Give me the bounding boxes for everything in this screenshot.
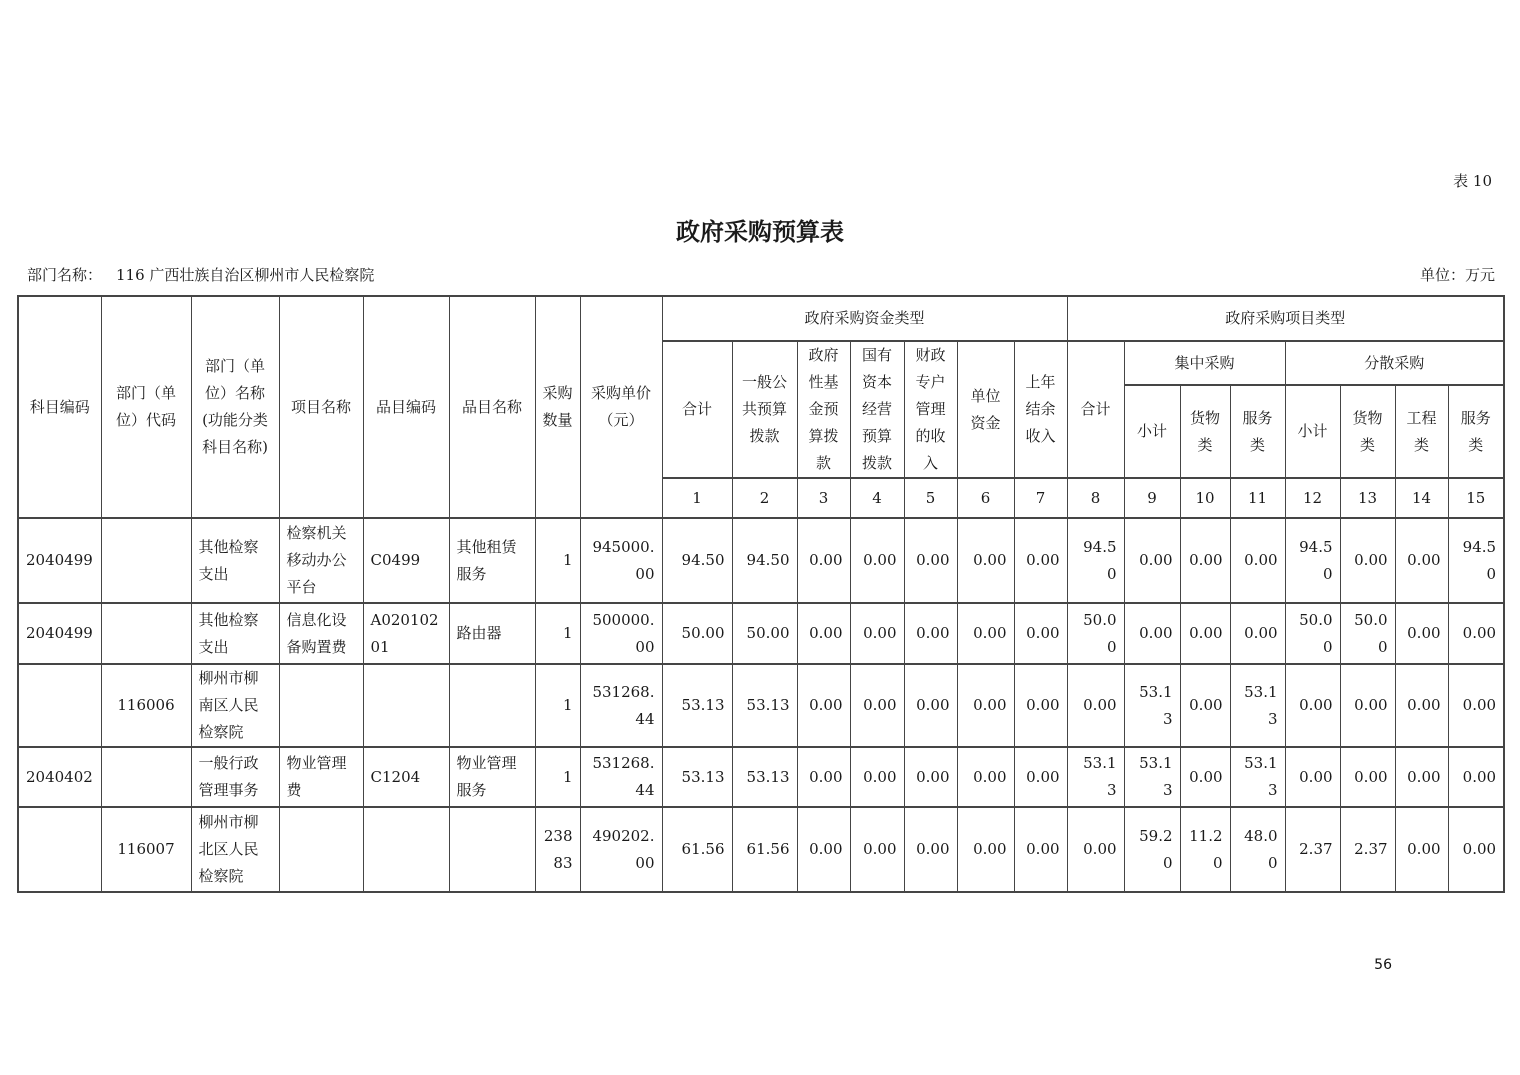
table-cell [101,747,191,807]
table-cell: 94.50 [732,518,797,603]
table-row [18,518,1504,603]
table-cell [449,807,535,892]
department-name [27,264,374,285]
col-header-decentralized-engineering: 工程类 [1395,385,1448,478]
table-cell: 物业管理费 [279,747,363,807]
table-cell: 1 [535,603,580,664]
table-cell: 0.00 [1067,807,1124,892]
table-cell [101,603,191,664]
table-cell: 0.00 [1448,664,1504,747]
table-row [18,747,1504,807]
table-cell: 116007 [101,807,191,892]
column-index-cell: 4 [850,478,904,518]
table-cell: 61.56 [732,807,797,892]
column-index-cell: 2 [732,478,797,518]
table-cell: 0.00 [1395,664,1448,747]
table-cell: 0.00 [1180,518,1230,603]
table-cell: 柳州市柳南区人民检察院 [191,664,279,747]
table-cell: 53.13 [1230,664,1285,747]
table-cell: 0.00 [957,807,1014,892]
procurement-budget-table [17,295,1505,893]
table-cell: 0.00 [1448,603,1504,664]
table-cell [363,664,449,747]
table-cell: 0.00 [957,664,1014,747]
col-header-subject-code: 科目编码 [18,296,101,518]
page-number: 56 [1374,957,1392,973]
table-cell: 一般行政管理事务 [191,747,279,807]
group-header-centralized: 集中采购 [1124,341,1285,385]
table-cell: 1 [535,518,580,603]
col-header-fund-total: 合计 [662,341,732,478]
table-cell: 物业管理服务 [449,747,535,807]
table-cell: 531268.44 [580,664,662,747]
group-header-decentralized: 分散采购 [1285,341,1504,385]
table-cell: 50.00 [732,603,797,664]
table-cell: 94.50 [1067,518,1124,603]
column-index-cell: 1 [662,478,732,518]
table-cell: 0.00 [957,518,1014,603]
column-index-cell: 10 [1180,478,1230,518]
col-header-item-code: 品目编码 [363,296,449,518]
table-cell: 53.13 [662,664,732,747]
table-cell: 0.00 [1448,807,1504,892]
table-cell: 1 [535,664,580,747]
col-header-state-capital-budget: 国有资本经营预算拨款 [850,341,904,478]
table-cell: 0.00 [1124,603,1180,664]
table-cell: 0.00 [1395,807,1448,892]
department-label: 部门名称： [27,266,103,284]
table-cell: 路由器 [449,603,535,664]
col-header-decentralized-services: 服务类 [1448,385,1504,478]
table-cell: 2040499 [18,518,101,603]
table-cell: 0.00 [850,603,904,664]
table-cell: 信息化设备购置费 [279,603,363,664]
table-cell: C0499 [363,518,449,603]
table-cell: 0.00 [1180,664,1230,747]
table-cell: 0.00 [904,807,957,892]
table-cell: 94.50 [1285,518,1340,603]
table-cell: 1 [535,747,580,807]
table-cell: 0.00 [1014,518,1067,603]
col-header-item-name: 品目名称 [449,296,535,518]
table-cell [363,807,449,892]
table-cell: 0.00 [850,807,904,892]
group-header-project-type: 政府采购项目类型 [1067,296,1504,341]
table-cell: 94.50 [662,518,732,603]
meta-row [27,264,1495,285]
table-cell: 11.20 [1180,807,1230,892]
page-title: 政府采购预算表 [676,217,844,246]
table-cell: 531268.44 [580,747,662,807]
table-cell: 0.00 [1395,747,1448,807]
table-cell: 0.00 [1180,747,1230,807]
table-cell: 0.00 [1124,518,1180,603]
table-row [18,807,1504,892]
table-body [18,518,1504,892]
col-header-dept-name: 部门（单位）名称(功能分类科目名称) [191,296,279,518]
col-header-fiscal-account-income: 财政专户管理的收入 [904,341,957,478]
table-cell: 0.00 [1448,747,1504,807]
table-cell: 0.00 [1014,747,1067,807]
col-header-prev-year-surplus: 上年结余收入 [1014,341,1067,478]
table-cell: 0.00 [904,664,957,747]
table-cell: 0.00 [797,518,850,603]
table-cell [279,664,363,747]
table-row [18,603,1504,664]
group-header-fund-type: 政府采购资金类型 [662,296,1067,341]
column-index-cell: 6 [957,478,1014,518]
table-cell [18,664,101,747]
table-cell: 0.00 [1340,518,1395,603]
table-cell [449,664,535,747]
col-header-centralized-services: 服务类 [1230,385,1285,478]
table-cell: 0.00 [957,603,1014,664]
table-header [18,296,1504,518]
table-cell: 53.13 [1124,747,1180,807]
col-header-unit-funds: 单位资金 [957,341,1014,478]
table-cell: 0.00 [1180,603,1230,664]
column-index-cell: 11 [1230,478,1285,518]
column-index-cell: 12 [1285,478,1340,518]
sheet-tag: 表 10 [1453,172,1492,190]
col-header-gov-fund-budget: 政府性基金预算拨款 [797,341,850,478]
table-cell: 2040499 [18,603,101,664]
table-cell: 0.00 [797,664,850,747]
col-header-project-total: 合计 [1067,341,1124,478]
table-cell: A02010201 [363,603,449,664]
table-cell: 0.00 [1395,518,1448,603]
table-cell: 0.00 [1285,664,1340,747]
table-cell: 0.00 [850,518,904,603]
department-value: 116 广西壮族自治区柳州市人民检察院 [116,266,375,284]
table-cell: 53.13 [732,664,797,747]
table-cell: 0.00 [850,664,904,747]
col-header-centralized-subtotal: 小计 [1124,385,1180,478]
col-header-dept-code: 部门（单位）代码 [101,296,191,518]
col-header-unit-price: 采购单价（元） [580,296,662,518]
column-index-cell: 15 [1448,478,1504,518]
table-cell: 0.00 [1230,603,1285,664]
table-cell: 53.13 [1124,664,1180,747]
table-cell: 柳州市柳北区人民检察院 [191,807,279,892]
col-header-decentralized-subtotal: 小计 [1285,385,1340,478]
column-index-cell: 14 [1395,478,1448,518]
table-cell: 2.37 [1285,807,1340,892]
table-cell: 50.00 [1067,603,1124,664]
table-cell: 0.00 [1067,664,1124,747]
table-cell: 0.00 [797,603,850,664]
table-cell: 其他检察支出 [191,603,279,664]
col-header-general-budget: 一般公共预算拨款 [732,341,797,478]
table-cell: 0.00 [1230,518,1285,603]
unit-note: 单位：万元 [1419,266,1495,284]
table-cell: 53.13 [732,747,797,807]
table-cell: 2.37 [1340,807,1395,892]
table-cell: 2040402 [18,747,101,807]
table-cell: 490202.00 [580,807,662,892]
table-cell: 0.00 [797,747,850,807]
table-cell: 0.00 [1340,664,1395,747]
table-cell: 检察机关移动办公平台 [279,518,363,603]
table-cell: 50.00 [662,603,732,664]
table-cell: 0.00 [904,603,957,664]
table-cell: 53.13 [1230,747,1285,807]
table-cell: 0.00 [904,518,957,603]
table-cell: 48.00 [1230,807,1285,892]
table-cell: 500000.00 [580,603,662,664]
table-cell: 116006 [101,664,191,747]
table-cell: 0.00 [1014,807,1067,892]
table-row [18,664,1504,747]
table-cell [18,807,101,892]
table-cell: 61.56 [662,807,732,892]
table-cell: 50.00 [1340,603,1395,664]
table-cell: 53.13 [662,747,732,807]
header-row-groups [18,296,1504,341]
table-cell: 59.20 [1124,807,1180,892]
column-index-cell: 5 [904,478,957,518]
table-cell: 0.00 [904,747,957,807]
table-cell: 945000.00 [580,518,662,603]
table-cell [101,518,191,603]
table-cell: 0.00 [957,747,1014,807]
table-cell: 53.13 [1067,747,1124,807]
table-cell [279,807,363,892]
table-cell: C1204 [363,747,449,807]
table-cell: 0.00 [1340,747,1395,807]
column-index-cell: 3 [797,478,850,518]
column-index-cell: 7 [1014,478,1067,518]
column-index-cell: 8 [1067,478,1124,518]
col-header-decentralized-goods: 货物类 [1340,385,1395,478]
table-cell: 94.50 [1448,518,1504,603]
table-cell: 0.00 [1014,603,1067,664]
col-header-project-name: 项目名称 [279,296,363,518]
table-cell: 0.00 [1395,603,1448,664]
column-index-cell: 9 [1124,478,1180,518]
table-cell: 50.00 [1285,603,1340,664]
table-cell: 其他租赁服务 [449,518,535,603]
table-cell: 0.00 [850,747,904,807]
table-cell: 0.00 [797,807,850,892]
table-cell: 其他检察支出 [191,518,279,603]
table-cell: 0.00 [1285,747,1340,807]
col-header-centralized-goods: 货物类 [1180,385,1230,478]
table-cell: 0.00 [1014,664,1067,747]
col-header-qty: 采购数量 [535,296,580,518]
table-cell: 23883 [535,807,580,892]
column-index-cell: 13 [1340,478,1395,518]
